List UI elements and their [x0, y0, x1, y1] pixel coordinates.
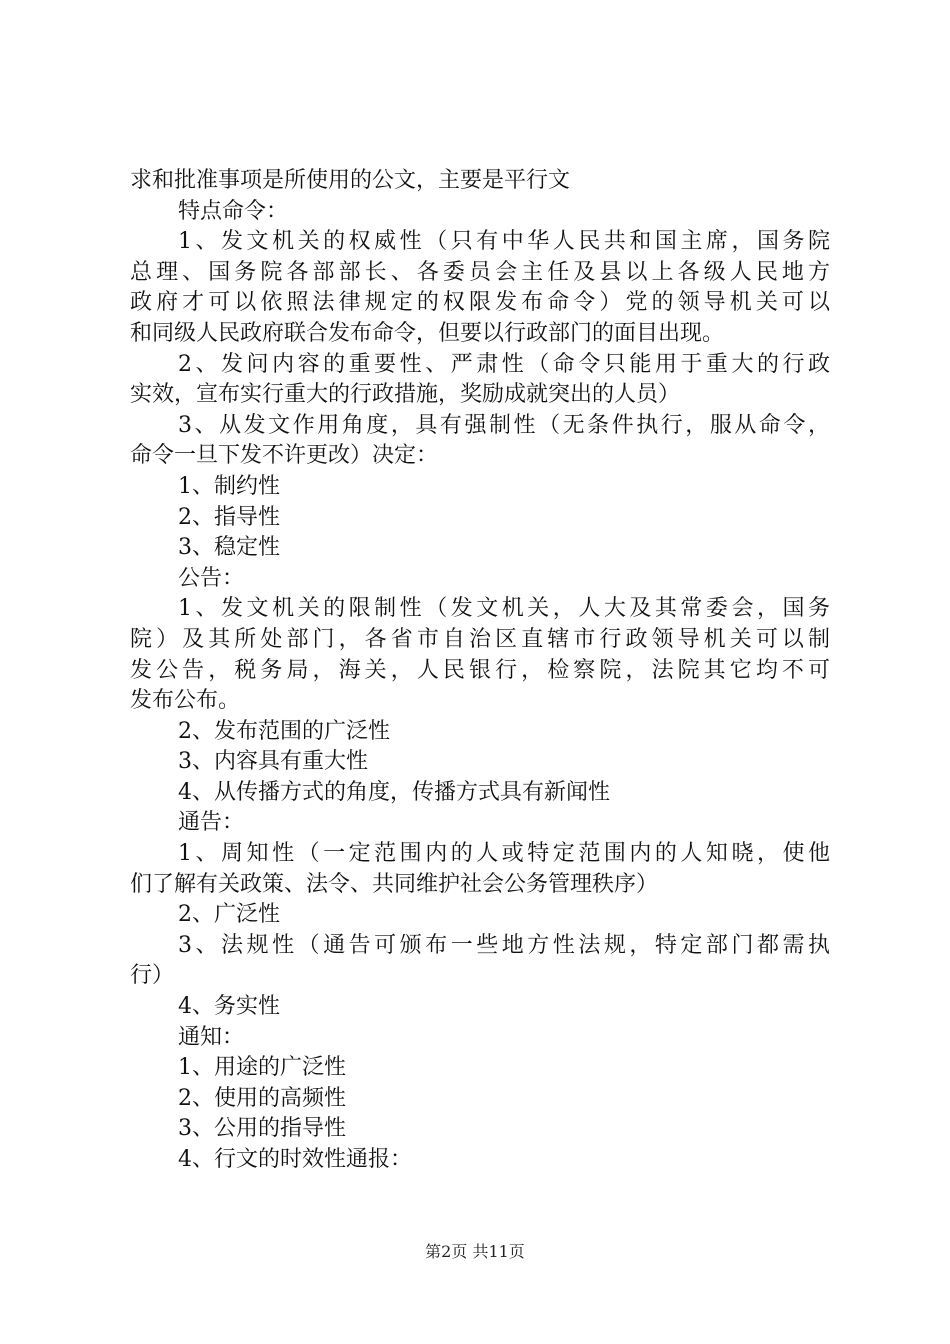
- text-line: 1、制约性: [178, 473, 280, 499]
- text-line: 发公告，税务局，海关，人民银行，检察院，法院其它均不可: [130, 657, 830, 683]
- document-body: [130, 166, 830, 1176]
- text-line: 2、发问内容的重要性、严肃性（命令只能用于重大的行政: [178, 351, 830, 377]
- text-line: 4、行文的时效性通报：: [178, 1147, 412, 1172]
- text-line: 1、用途的广泛性: [178, 1055, 346, 1081]
- text-line: 3、从发文作用角度，具有强制性（无条件执行，服从命令，: [178, 412, 830, 438]
- text-line: 命令一旦下发不许更改）决定：: [130, 443, 439, 469]
- text-line: 特点命令：: [178, 198, 289, 224]
- text-line: 院）及其所处部门，各省市自治区直辖市行政领导机关可以制: [130, 626, 830, 652]
- text-line: 1、周知性（一定范围内的人或特定范围内的人知晓，使他: [178, 841, 830, 867]
- text-line: 们了解有关政策、法令、共同维护社会公务管理秩序）: [130, 871, 659, 897]
- text-line: 公告：: [178, 565, 245, 591]
- text-line: 3、稳定性: [178, 535, 280, 561]
- text-line: 政府才可以依照法律规定的权限发布命令）党的领导机关可以: [130, 290, 830, 316]
- text-line: 1、发文机关的权威性（只有中华人民共和国主席，国务院: [178, 229, 830, 255]
- text-line: 求和批准事项是所使用的公文，主要是平行文: [130, 168, 571, 193]
- text-line: 总理、国务院各部部长、各委员会主任及县以上各级人民地方: [130, 259, 830, 285]
- text-line: 通告：: [178, 810, 245, 836]
- text-line: 2、广泛性: [178, 902, 280, 928]
- page-footer: [0, 1242, 950, 1262]
- text-line: 3、公用的指导性: [178, 1116, 346, 1142]
- text-line: 2、使用的高频性: [178, 1085, 346, 1111]
- text-line: 4、务实性: [178, 994, 280, 1020]
- text-line: 4、从传播方式的角度，传播方式具有新闻性: [178, 779, 610, 805]
- text-line: 2、指导性: [178, 504, 280, 530]
- text-line: 和同级人民政府联合发布命令，但要以行政部门的面目出现。: [130, 320, 725, 346]
- text-line: 发布公布。: [130, 688, 241, 714]
- text-line: 3、内容具有重大性: [178, 749, 368, 775]
- text-line: 实效，宣布实行重大的行政措施，奖励成就突出的人员）: [130, 382, 681, 408]
- text-line: 2、发布范围的广泛性: [178, 718, 390, 744]
- text-line: 1、发文机关的限制性（发文机关，人大及其常委会，国务: [178, 596, 830, 622]
- text-line: 通知：: [178, 1024, 245, 1050]
- page-number: 第2页 共11页: [425, 1242, 525, 1261]
- text-line: 3、法规性（通告可颁布一些地方性法规，特定部门都需执: [178, 932, 830, 958]
- text-line: 行）: [130, 963, 175, 989]
